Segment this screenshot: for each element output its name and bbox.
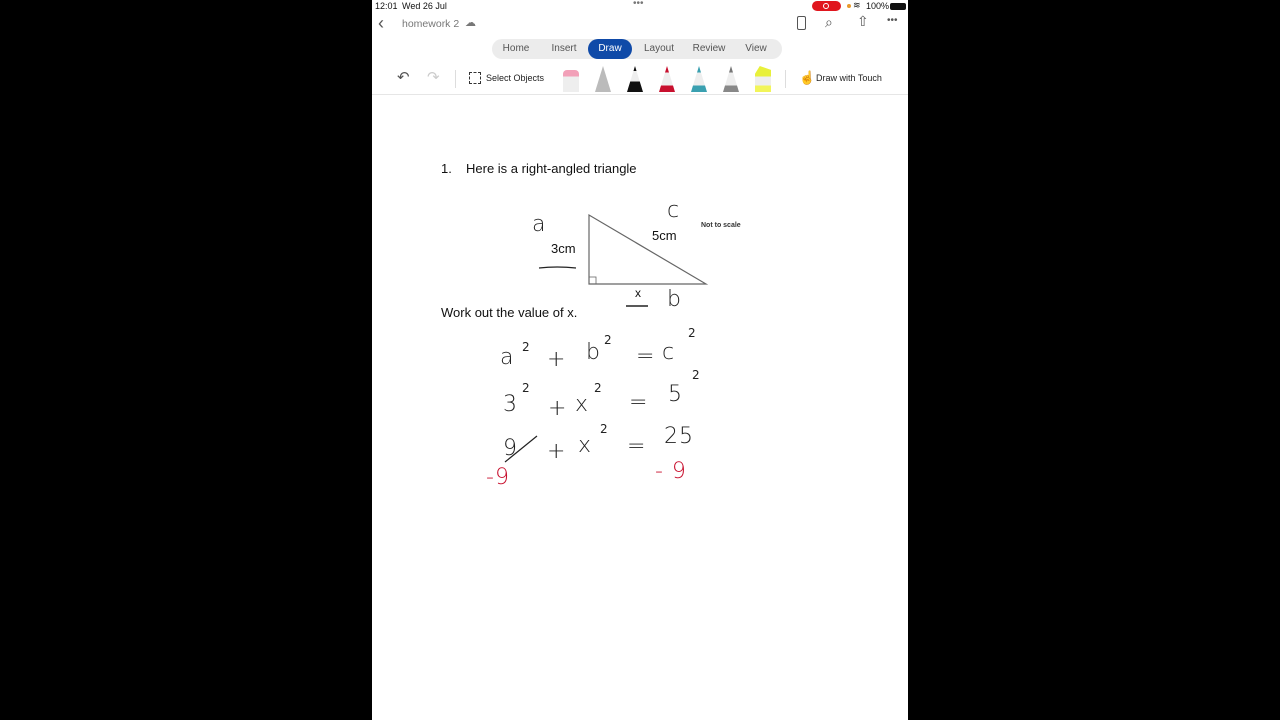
side-b-label: x bbox=[635, 286, 641, 300]
hw-line3-plus: + bbox=[547, 439, 567, 464]
hw-line2-3: 3 bbox=[503, 392, 518, 417]
doc-title[interactable]: homework 2 bbox=[402, 18, 460, 30]
tab-review[interactable]: Review bbox=[692, 43, 726, 54]
tab-draw[interactable]: Draw bbox=[588, 39, 632, 59]
side-a-label: 3cm bbox=[551, 241, 576, 256]
hw-exp: 2 bbox=[522, 340, 530, 354]
hw-line2-x: x bbox=[575, 392, 590, 417]
hw-line1-a: a bbox=[500, 345, 515, 370]
hw-line3-x: x bbox=[578, 433, 593, 458]
hw-exp: 2 bbox=[522, 381, 530, 395]
hw-line2-eq: = bbox=[629, 390, 649, 415]
side-c-label: 5cm bbox=[652, 228, 677, 243]
search-icon[interactable]: ⌕ bbox=[825, 14, 833, 30]
tab-insert[interactable]: Insert bbox=[551, 43, 577, 54]
status-date: Wed 26 Jul bbox=[402, 1, 447, 11]
hw-exp: 2 bbox=[692, 368, 700, 382]
hw-line1-plus: + bbox=[547, 347, 567, 372]
hw-exp: 2 bbox=[600, 422, 608, 436]
handwritten-b: b bbox=[667, 287, 682, 312]
undo-icon[interactable]: ↶ bbox=[397, 69, 410, 86]
multitask-dots-icon[interactable]: ••• bbox=[633, 0, 644, 9]
handwritten-c: c bbox=[667, 198, 681, 223]
hw-line3-eq: = bbox=[627, 434, 647, 459]
instruction-text: Work out the value of x. bbox=[441, 305, 578, 320]
hw-line1-c: c bbox=[662, 340, 676, 365]
handwritten-a: a bbox=[532, 212, 547, 237]
status-time: 12:01 bbox=[375, 1, 398, 11]
select-objects-button[interactable]: Select Objects bbox=[486, 73, 545, 83]
hw-line1-eq: = bbox=[636, 344, 656, 369]
question-number: 1. bbox=[441, 161, 452, 176]
touch-hand-icon[interactable]: ☝ bbox=[799, 70, 816, 85]
draw-with-touch-button[interactable]: Draw with Touch bbox=[816, 73, 882, 83]
tab-home[interactable]: Home bbox=[502, 43, 530, 54]
word-app bbox=[372, 0, 908, 720]
more-icon[interactable]: ••• bbox=[887, 15, 898, 26]
wifi-icon: ≋ bbox=[853, 0, 861, 10]
redo-icon[interactable]: ↷ bbox=[427, 69, 440, 86]
hw-line2-5: 5 bbox=[668, 382, 683, 407]
triangle-shape bbox=[589, 215, 706, 284]
question-text: Here is a right-angled triangle bbox=[466, 161, 637, 176]
hw-exp: 2 bbox=[604, 333, 612, 347]
underline-stroke bbox=[539, 267, 576, 268]
hw-line2-plus: + bbox=[548, 396, 568, 421]
hw-line1-b: b bbox=[586, 340, 601, 365]
hw-exp: 2 bbox=[688, 326, 696, 340]
hw-red-minus9-left: -9 bbox=[486, 465, 510, 490]
not-to-scale-note: Not to scale bbox=[701, 222, 741, 229]
tab-view[interactable]: View bbox=[745, 43, 767, 54]
right-angle-marker bbox=[589, 277, 596, 284]
cloud-sync-icon[interactable]: ☁ bbox=[465, 17, 476, 29]
hw-exp: 2 bbox=[594, 381, 602, 395]
hw-red-minus9-right: - 9 bbox=[655, 459, 687, 484]
hw-line3-25: 25 bbox=[664, 424, 694, 449]
share-icon[interactable]: ⇧ bbox=[857, 13, 869, 29]
battery-percent: 100% bbox=[866, 1, 890, 11]
hw-line3-9: 9 bbox=[503, 436, 518, 461]
tab-layout[interactable]: Layout bbox=[643, 43, 675, 54]
back-chevron-icon[interactable]: ‹ bbox=[378, 13, 384, 33]
